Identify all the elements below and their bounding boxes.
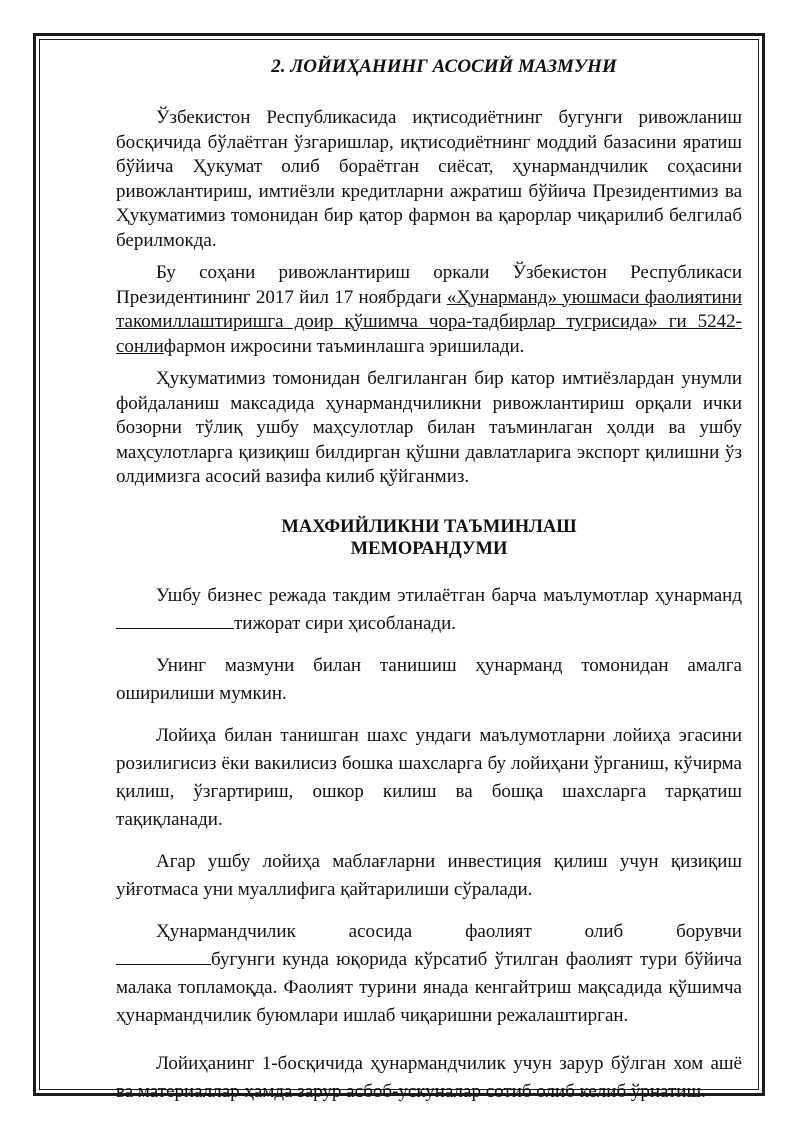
memo-paragraph-1 bbox=[116, 582, 742, 638]
word: борувчи bbox=[676, 920, 742, 942]
paragraph-1: Ўзбекистон Республикасида иқтисодиётнинг бугунги ривожланиш босқичида бўлаётган ўзгаришлар, иқтисодиётнинг моддий базасини яратиш бўйича Ҳукумат олиб бораётган сиёсат, ҳунармандчилик соҳасини ривожлантириш, имтиёзли кредитларни ажратиш бўйича Президентимиз ва Ҳукуматимиз томонидан бир қатор фармон ва қарорлар чиқарилиб белгилаб берилмокда. bbox=[116, 107, 742, 251]
company-blank-line bbox=[116, 946, 211, 965]
memo-paragraph-3: Лойиҳа билан танишган шахс ундаги маълумотларни лойиҳа эгасини розилигисиз ёки вакилисиз бошка шахсларга бу лойиҳани ўрганиш, кўчирма қилиш, ўзгартириш, ошкор килиш ва бошқа шахсларга тарқатиш тақиқланади. bbox=[116, 724, 742, 830]
memo-paragraph-1-end: тижорат сири ҳисобланади. bbox=[234, 612, 457, 634]
document-body bbox=[116, 50, 742, 1120]
word: олиб bbox=[584, 920, 624, 942]
memo-paragraph-6: Лойиҳанинг 1-босқичида ҳунармандчилик учун зарур бўлган хом ашё ва материаллар ҳамда зарур асбоб-ускуналар сотиб олиб келиб ўрнатиш. bbox=[116, 1052, 742, 1102]
word: асосида bbox=[348, 920, 413, 942]
memo-body bbox=[116, 582, 742, 1106]
memo-heading-line-2: МЕМОРАНДУМИ bbox=[350, 538, 508, 559]
memo-paragraph-2: Унинг мазмуни билан танишиш ҳунарманд томонидан амалга оширилиши мумкин. bbox=[116, 654, 742, 704]
memo-paragraph-5-rest bbox=[116, 946, 742, 1030]
memo-heading bbox=[116, 516, 742, 560]
section-title: 2. ЛОЙИҲАНИНГ АСОСИЙ МАЗМУНИ bbox=[271, 56, 617, 77]
name-blank-line bbox=[116, 610, 234, 629]
memo-paragraph-5 bbox=[116, 918, 742, 1030]
paragraph-2-start: Бу соҳани ривожлантириш оркали Ўзбекистон Республикаси Президентининг 2017 йил 17 ноябрдаги bbox=[116, 262, 742, 308]
memo-paragraph-1-start: Ушбу бизнес режада такдим этилаётган барча маълумотлар ҳунарманд bbox=[156, 584, 742, 606]
memo-paragraph-5-first-line bbox=[116, 918, 742, 946]
decree-reference: «Ҳунарманд» уюшмаси фаолиятини такомиллаштиришга доир қўшимча чора-тадбирлар тугрисида» ги 5242- сонли bbox=[116, 286, 742, 357]
word: Ҳунармандчилик bbox=[156, 920, 296, 942]
memo-heading-line-1: МАХФИЙЛИКНИ ТАЪМИНЛАШ bbox=[281, 516, 577, 537]
word: фаолият bbox=[465, 920, 532, 942]
paragraph-2-end: фармон ижросини таъминлашга эришилади. bbox=[163, 335, 525, 357]
paragraph-2 bbox=[116, 261, 742, 359]
memo-paragraph-5-text: бугунги кунда юқорида кўрсатиб ўтилган фаолият тури бўйича малака топламоқда. Фаолият турини янада кенгайтриш мақсадида қўшимча ҳунармандчилик буюмлари ишлаб чиқаришни режалаштирган. bbox=[116, 948, 742, 1026]
memo-paragraph-4: Агар ушбу лойиҳа маблағларни инвестиция қилиш учун қизиқиш уйғотмаса уни муаллифига қайтарилиши сўралади. bbox=[116, 850, 742, 900]
paragraph-3: Ҳукуматимиз томонидан белгиланган бир катор имтиёзлардан унумли фойдаланиш максадида ҳунармандчиликни ривожлантириш орқали ички бозорни тўлиқ ушбу маҳсулотлар билан таъминлаган ҳолди ва ушбу маҳсулотларга қизиқиш билдирган қўшни давлатларига экспорт қилишни ўз олдимизга асосий вазифа килиб қўйганмиз. bbox=[116, 368, 742, 487]
